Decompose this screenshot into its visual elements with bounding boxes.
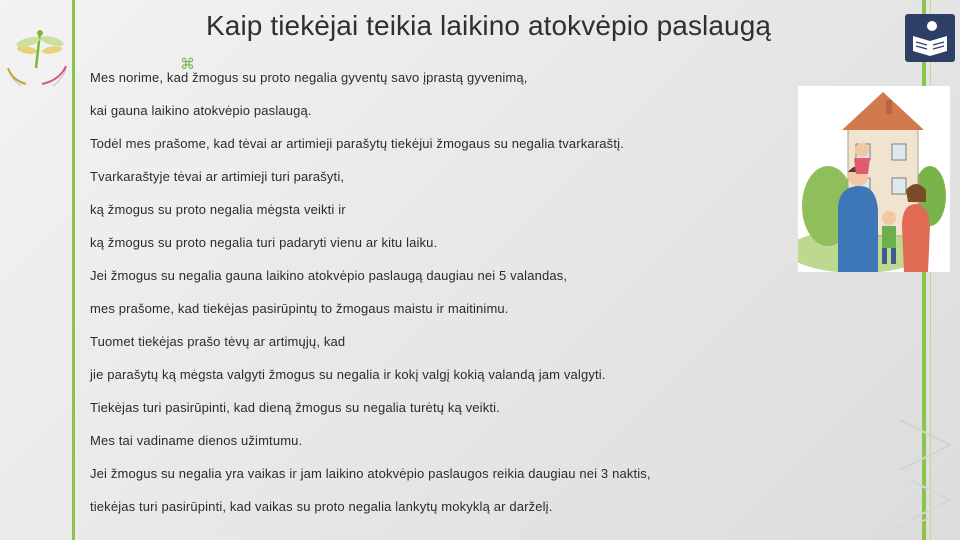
command-symbol-mark: ⌘ (180, 56, 195, 73)
paragraph-line: kai gauna laikino atokvėpio paslaugą. (90, 103, 312, 118)
paragraph-line: mes prašome, kad tiekėjas pasirūpintų to žmogaus maistu ir maitinimu. (90, 301, 509, 316)
organization-logo (2, 28, 74, 86)
paragraph-line: Tvarkaraštyje tėvai ar artimieji turi parašyti, (90, 169, 345, 184)
paragraph-line: Jei žmogus su negalia yra vaikas ir jam laikino atokvėpio paslaugos reikia daugiau nei 3 naktis, (90, 466, 651, 481)
paragraph-line: tiekėjas turi pasirūpinti, kad vaikas su proto negalia lankytų mokyklą ar darželį. (90, 499, 553, 514)
page-title: Kaip tiekėjai teikia laikino atokvėpio paslaugą (206, 10, 772, 41)
paragraph-line: Todėl mes prašome, kad tėvai ar artimieji parašytų tiekėjui žmogaus su negalia tvarkaraštį. (90, 136, 624, 151)
decorative-chevron-lines (890, 390, 960, 540)
family-house-illustration (798, 86, 950, 272)
paragraph-line: Mes norime, kad žmogus su proto negalia gyventų savo įprastą gyvenimą, (90, 70, 528, 85)
paragraph-line: Mes tai vadiname dienos užimtumu. (90, 433, 303, 448)
paragraph-line: Tuomet tiekėjas prašo tėvų ar artimųjų, kad (90, 334, 346, 349)
paragraph-line: ką žmogus su proto negalia mėgsta veikti ir (90, 202, 346, 217)
paragraph-line: Tiekėjas turi pasirūpinti, kad dieną žmogus su negalia turėtų ką veikti. (90, 400, 500, 415)
paragraph-line: Jei žmogus su negalia gauna laikino atokvėpio paslaugą daugiau nei 5 valandas, (90, 268, 568, 283)
dragonfly-logo-icon (2, 28, 74, 86)
paragraph-line: ką žmogus su proto negalia turi padaryti vienu ar kitu laiku. (90, 235, 438, 250)
easy-to-read-icon (905, 14, 955, 62)
paragraph-line: jie parašytų ką mėgsta valgyti žmogus su negalia ir kokį valgį kokią valandą jam valgyti. (90, 367, 606, 382)
